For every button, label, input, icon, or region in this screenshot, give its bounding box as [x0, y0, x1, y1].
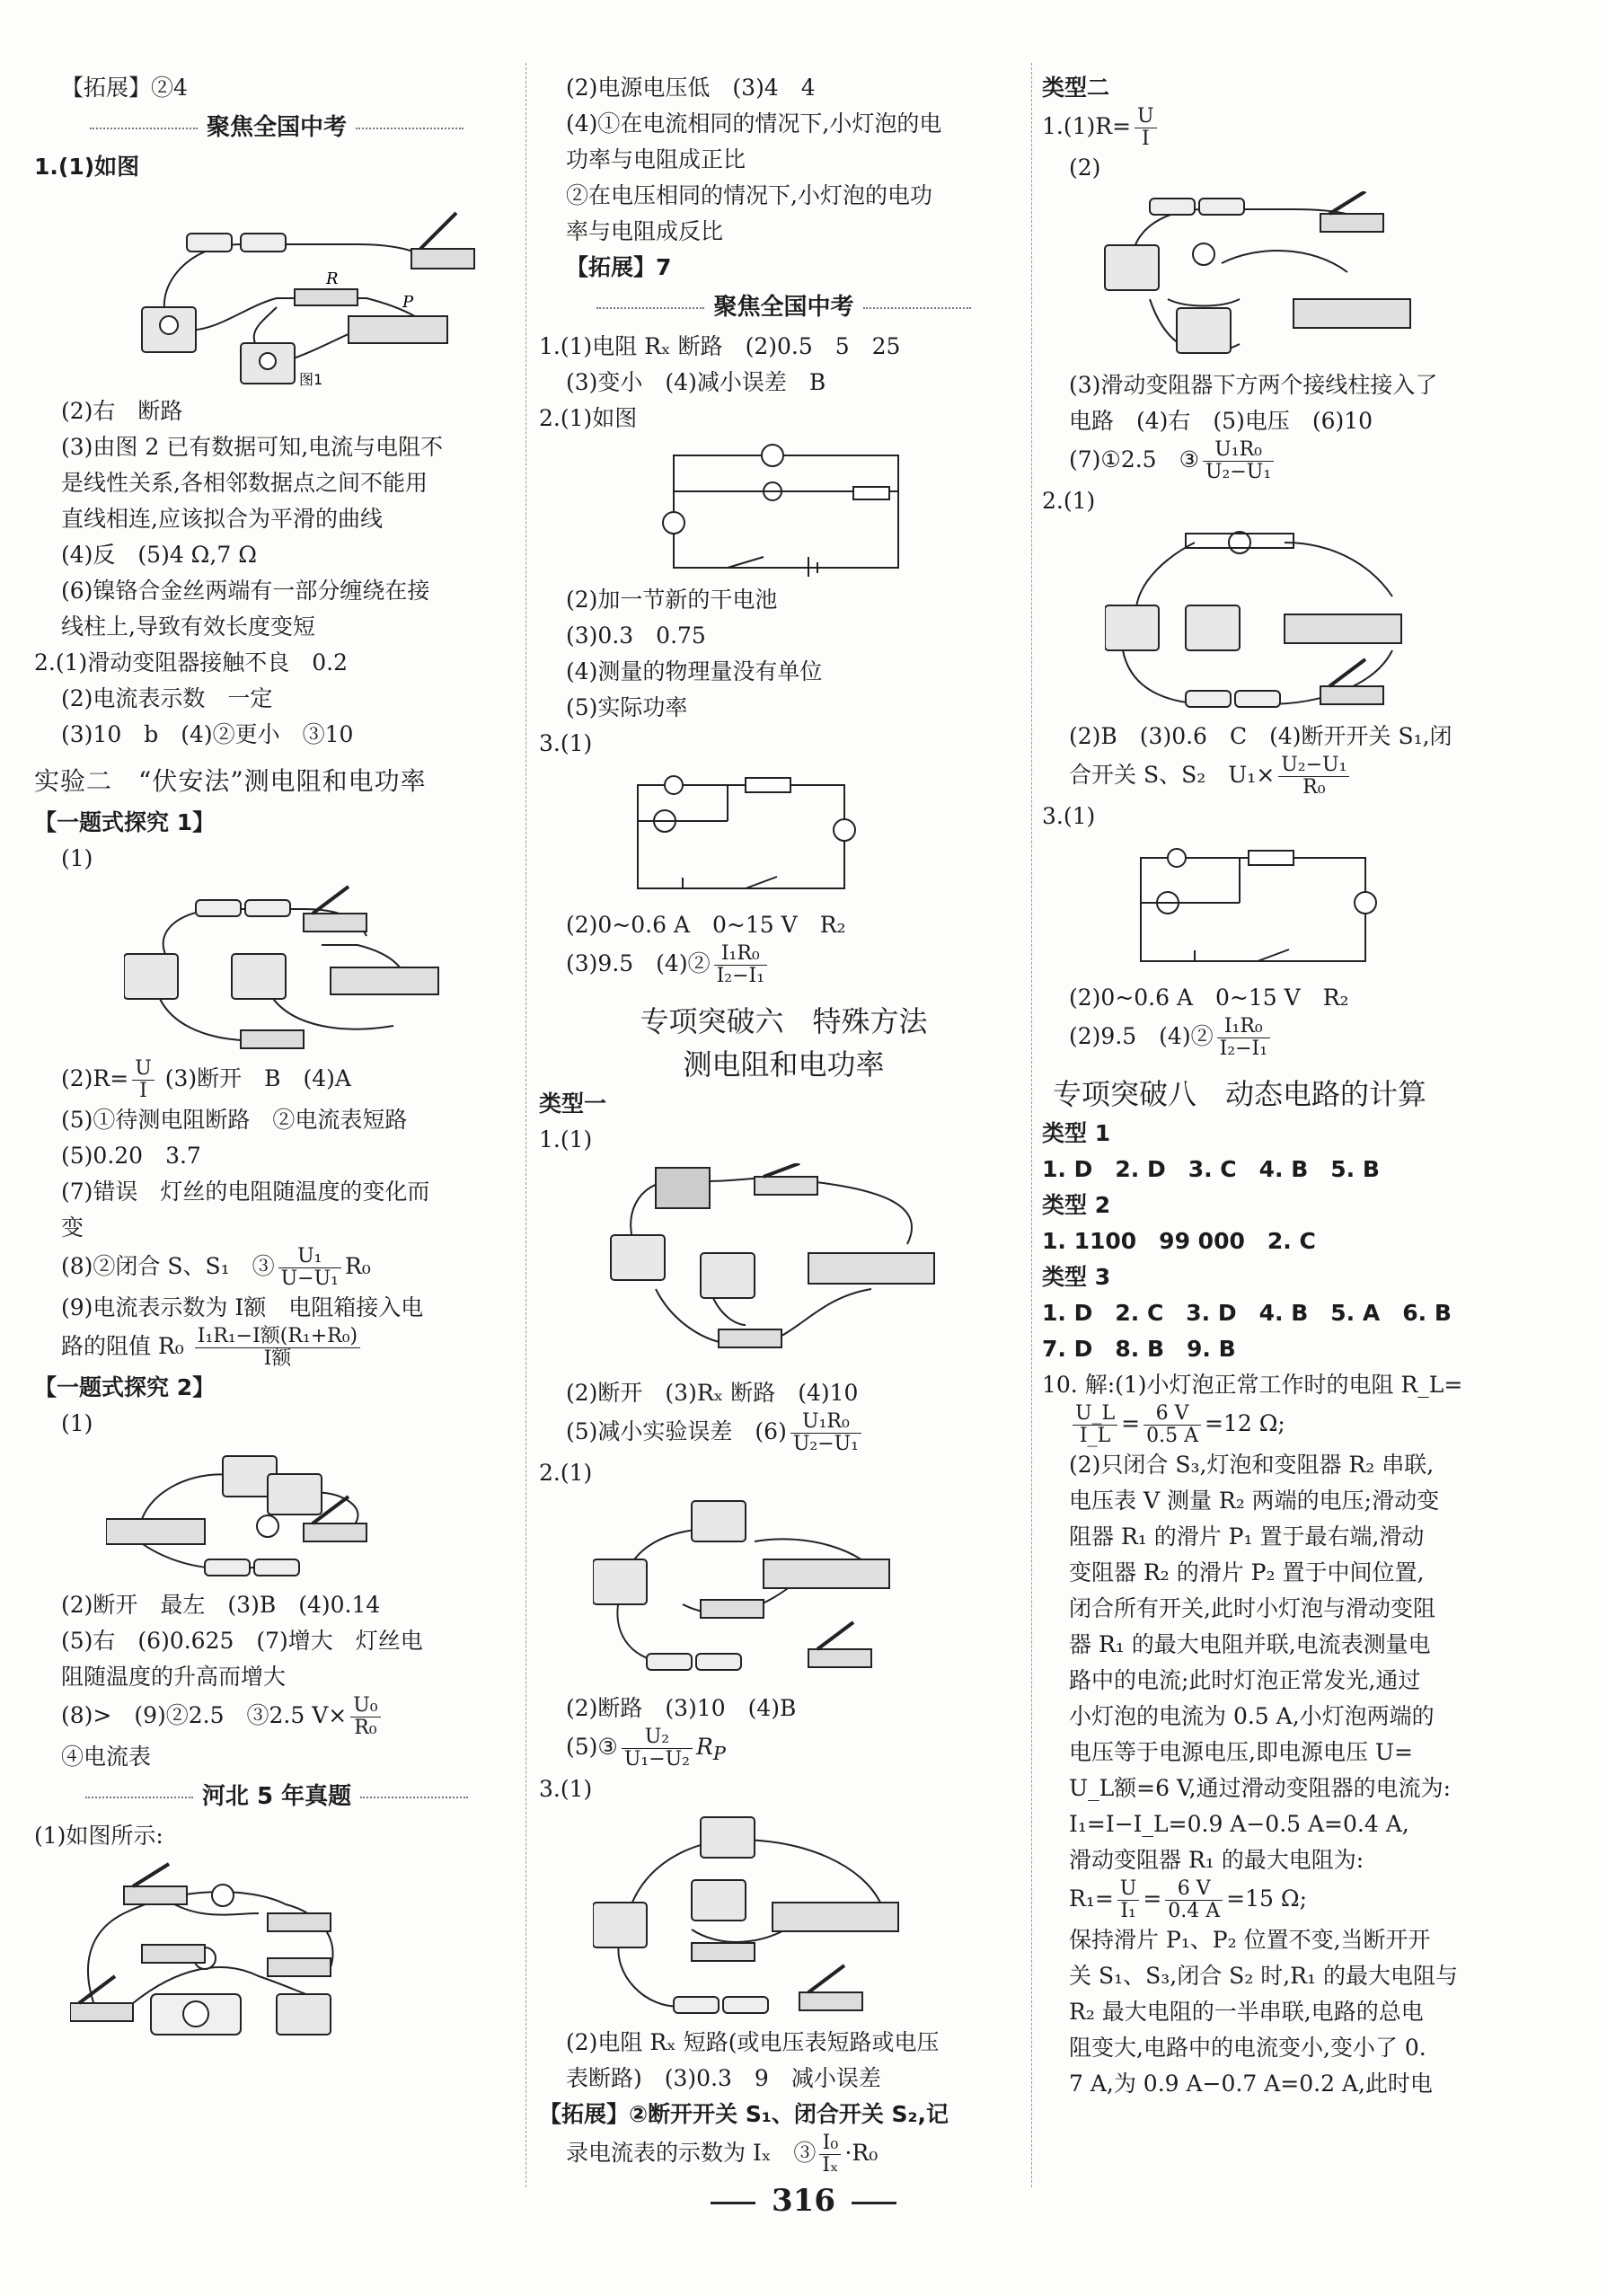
- circuit-diagram-type2-q3: [1123, 840, 1392, 975]
- fraction: $\frac{\text{U₂−U₁}}{\text{R₀}}$: [1278, 755, 1349, 799]
- text-line: 功率与电阻成正比: [566, 146, 746, 172]
- circuit-figure-t3: [593, 1813, 916, 2019]
- type-heading: 类型 2: [1042, 1192, 1111, 1218]
- answer-line: 7. D 8. B 9. B: [1042, 1336, 1236, 1362]
- question-number: 1.(1)如图: [34, 154, 140, 180]
- text-line: (2)电阻 Rₓ 短路(或电压表短路或电压: [566, 2029, 940, 2055]
- text-line: 电压等于电源电压,即电源电压 U=: [1069, 1739, 1413, 1765]
- text-line: 1.(1)电阻 Rₓ 断路 (2)0.5 5 25: [539, 333, 901, 359]
- text-line: (5)右 (6)0.625 (7)增大 灯丝电: [61, 1628, 423, 1654]
- text-line: (5)0.20 3.7: [61, 1143, 201, 1169]
- fraction: $\frac{\text{I₁R₀}}{\text{I₂−I₁}}$: [1217, 1016, 1270, 1060]
- text-line: (4)①在电流相同的情况下,小灯泡的电: [566, 110, 942, 137]
- text-line: 阻变大,电路中的电流变小,变小了 0.: [1069, 2035, 1426, 2061]
- text-line: (2): [1069, 155, 1101, 181]
- text-line: (3)变小 (4)减小误差 B: [566, 369, 826, 395]
- text-line: 阻器 R₁ 的滑片 P₁ 置于最右端,滑动: [1069, 1523, 1425, 1550]
- text-line: (2)加一节新的干电池: [566, 587, 778, 613]
- circuit-diagram-q3: [620, 767, 871, 902]
- text-span: (7)①2.5 ③: [1069, 446, 1199, 472]
- text-line: (5)③ $\frac{\text{U₂}}{\text{U₁−U₂}}$ $R_P$: [566, 1726, 726, 1771]
- text-line: (3)滑动变阻器下方两个接线柱接入了: [1069, 372, 1438, 398]
- fraction: $\frac{U\_L}{I\_L}$: [1073, 1403, 1117, 1447]
- text-line: R₂ 最大电阻的一半串联,电路的总电: [1069, 1999, 1424, 2025]
- fraction: $\frac{6 V}{0.4 A}$: [1165, 1878, 1223, 1922]
- experiment-heading: 实验二 “伏安法”测电阻和电功率: [34, 766, 427, 796]
- text-line: [1042, 1016, 1541, 1060]
- text-line: 3.(1): [539, 730, 593, 756]
- column-left: [34, 70, 519, 2044]
- text-line: 闭合所有开关,此时小灯泡与滑动变阻: [1069, 1595, 1435, 1621]
- text-line: I₁=I−I_L=0.9 A−0.5 A=0.4 A,: [1069, 1811, 1409, 1837]
- text-span: (3)断开 B (4)A: [164, 1065, 351, 1091]
- fraction: $\frac{\text{I₁R₁−I额(R₁+R₀)}}{\text{I额}}$: [195, 1326, 360, 1370]
- circuit-figure-hebei: [70, 1859, 402, 2039]
- circuit-figure-1: [133, 190, 510, 388]
- text-line: 变: [61, 1214, 84, 1241]
- subheading: 【一题式探究 2】: [34, 1374, 216, 1400]
- text-line: 直线相连,应该拟合为平滑的曲线: [61, 506, 383, 532]
- page-number: 316: [0, 2183, 1607, 2219]
- text-span: (2)9.5 (4)②: [1069, 1023, 1214, 1049]
- text-span: (5)③: [566, 1734, 618, 1760]
- fraction: $\frac{U}{I}$: [1135, 106, 1157, 150]
- text-line: 表断路) (3)0.3 9 减小误差: [566, 2065, 881, 2091]
- text-line: [539, 943, 1029, 987]
- text-line: (2)B (3)0.6 C (4)断开开关 S₁,闭: [1069, 723, 1452, 749]
- section-title: 专项突破六 特殊方法: [640, 1004, 928, 1038]
- text-line: 7 A,为 0.9 A−0.7 A=0.2 A,此时电: [1069, 2071, 1433, 2097]
- circuit-figure-exp1: [124, 882, 483, 1053]
- text-line: 3.(1): [1042, 803, 1096, 829]
- text-span: (3)9.5 (4)②: [566, 950, 711, 976]
- circuit-figure-type2-q1: [1096, 191, 1437, 362]
- text-line: R₁= $\frac{U}{\text{I₁}}$ = $\frac{6 V}{0.4 A}$ =15 Ω;: [1069, 1877, 1308, 1922]
- text-span: 合开关 S、S₂ U₁×: [1069, 762, 1276, 788]
- text-line: (7)错误 灯丝的电阻随温度的变化而: [61, 1179, 430, 1205]
- text-span: (8)> (9)②2.5 ③2.5 V×: [61, 1702, 348, 1728]
- text-line: 3.(1): [539, 1776, 593, 1802]
- text-line: (2)只闭合 S₃,灯泡和变阻器 R₂ 串联,: [1069, 1452, 1435, 1478]
- fraction: $\frac{\text{I₁R₀}}{\text{I₂−I₁}}$: [714, 943, 767, 987]
- answer-line: 1. D 2. C 3. D 4. B 5. A 6. B: [1042, 1300, 1452, 1326]
- text-line: (3)0.3 0.75: [566, 623, 706, 649]
- circuit-figure-t2: [593, 1497, 916, 1685]
- text-line: 小灯泡的电流为 0.5 A,小灯泡两端的: [1069, 1703, 1435, 1729]
- text-line: 保持滑片 P₁、P₂ 位置不变,当断开开: [1069, 1927, 1431, 1953]
- text-line: 变阻器 R₂ 的滑片 P₂ 置于中间位置,: [1069, 1559, 1425, 1585]
- text-span: (8)②闭合 S、S₁ ③: [61, 1253, 275, 1279]
- text-line: (2)断开 (3)Rₓ 断路 (4)10: [566, 1380, 859, 1406]
- fraction: $\frac{U}{I}$: [132, 1058, 155, 1102]
- text-span: R₀: [344, 1253, 371, 1279]
- text-line: [34, 1326, 519, 1370]
- text-span: 1.(1)R=: [1042, 113, 1132, 139]
- subheading: 【一题式探究 1】: [34, 809, 216, 835]
- text-line: 录电流表的示数为 Iₓ ③ $\frac{\text{I₀}}{\text{Iₓ}}$ ·R₀: [566, 2132, 879, 2177]
- text-span: (5)减小实验误差 (6): [566, 1418, 787, 1444]
- resistor-label: R: [326, 269, 339, 288]
- fraction: $\frac{\text{U₁R₀}}{\text{U₂−U₁}}$: [1203, 439, 1274, 483]
- answer-line: 1. D 2. D 3. C 4. B 5. B: [1042, 1156, 1380, 1182]
- text-line: 率与电阻成反比: [566, 218, 724, 244]
- fraction: $\frac{\text{U₁R₀}}{\text{U₂−U₁}}$: [790, 1411, 861, 1455]
- text-line: (2)断路 (3)10 (4)B: [566, 1695, 797, 1721]
- section-title: 测电阻和电功率: [683, 1047, 885, 1082]
- text-line: 器 R₁ 的最大电阻并联,电流表测量电: [1069, 1631, 1431, 1657]
- slider-label: P: [402, 293, 414, 312]
- type-heading: 类型 1: [1042, 1120, 1111, 1146]
- text-line: (2)0~0.6 A 0~15 V R₂: [1069, 985, 1349, 1011]
- text-line: [1042, 106, 1541, 150]
- column-right: [1042, 70, 1541, 2102]
- text-line: [34, 1246, 519, 1290]
- text-line: 1.(1): [539, 1126, 593, 1152]
- text-line: [539, 1411, 1029, 1455]
- text-line: (4)反 (5)4 Ω,7 Ω: [61, 542, 257, 568]
- answer-line: 1. 1100 99 000 2. C: [1042, 1228, 1316, 1254]
- circuit-figure-type2-q2: [1105, 525, 1428, 713]
- circuit-figure-exp2: [106, 1447, 465, 1582]
- text-line: (5)①待测电阻断路 ②电流表短路: [61, 1107, 408, 1133]
- text-line: U_L额=6 V,通过滑动变阻器的电流为:: [1069, 1775, 1452, 1801]
- text-span: =15 Ω;: [1226, 1885, 1308, 1912]
- fraction: $\frac{\text{I₀}}{\text{Iₓ}}$: [819, 2133, 841, 2177]
- text-line: 2.(1)滑动变阻器接触不良 0.2: [34, 649, 349, 676]
- text-span: =12 Ω;: [1204, 1410, 1285, 1436]
- text-line: 【拓展】②4: [61, 75, 188, 101]
- text-line: 电路 (4)右 (5)电压 (6)10: [1069, 408, 1373, 434]
- text-line: (4)测量的物理量没有单位: [566, 658, 823, 684]
- text-line: 【拓展】7: [566, 254, 672, 280]
- fraction: $\frac{U}{\text{I₁}}$: [1117, 1878, 1140, 1922]
- text-line: 滑动变阻器 R₁ 的最大电阻为:: [1069, 1847, 1364, 1873]
- text-line: 阻随温度的升高而增大: [61, 1664, 287, 1690]
- text-line: (2)0~0.6 A 0~15 V R₂: [566, 912, 846, 938]
- text-line: (2)右 断路: [61, 398, 183, 424]
- text-line: (1): [61, 1410, 93, 1436]
- text-line: 关 S₁、S₃,闭合 S₂ 时,R₁ 的最大电阻与: [1069, 1963, 1458, 1989]
- column-divider-left: [525, 63, 526, 2187]
- text-line: (6)镍铬合金丝两端有一部分缠绕在接: [61, 578, 430, 604]
- text-line: [34, 1695, 519, 1739]
- section-heading: 聚焦全国中考: [34, 110, 519, 146]
- text-line: (2)断开 最左 (3)B (4)0.14: [61, 1592, 381, 1618]
- text-line: 10. 解:(1)小灯泡正常工作时的电阻 R_L=: [1042, 1372, 1463, 1398]
- text-line: 2.(1)如图: [539, 405, 638, 431]
- text-span: 路的阻值 R₀: [61, 1333, 184, 1359]
- fraction: $\frac{\text{U₀}}{\text{R₀}}$: [350, 1695, 380, 1739]
- text-line: 是线性关系,各相邻数据点之间不能用: [61, 470, 428, 496]
- text-line: 电压表 V 测量 R₂ 两端的电压;滑动变: [1069, 1488, 1440, 1514]
- figure-caption: 图1: [299, 371, 323, 388]
- column-middle: [539, 70, 1029, 2177]
- type-heading: 类型一: [539, 1091, 607, 1117]
- text-line: (9)电流表示数为 I额 电阻箱接入电: [61, 1294, 424, 1320]
- section-heading: 河北 5 年真题: [34, 1779, 519, 1815]
- type-heading: 类型二: [1042, 75, 1110, 101]
- type-heading: 类型 3: [1042, 1264, 1111, 1290]
- text-line: 线柱上,导致有效长度变短: [61, 614, 315, 640]
- text-line: (2)电源电压低 (3)4 4: [566, 75, 816, 101]
- fraction: $\frac{\text{U₂}}{\text{U₁−U₂}}$: [622, 1726, 693, 1771]
- text-line: [34, 1058, 519, 1102]
- column-divider-right: [1031, 63, 1032, 2187]
- text-line: (1): [61, 845, 93, 871]
- formula-prefix: (2)R=: [61, 1065, 129, 1091]
- fraction: $\frac{\text{U₁}}{\text{U−U₁}}$: [278, 1246, 341, 1290]
- fraction: $\frac{6 V}{0.5 A}$: [1143, 1403, 1201, 1447]
- text-line: (3)10 b (4)②更小 ③10: [61, 721, 354, 747]
- text-line: ②在电压相同的情况下,小灯泡的电功: [566, 182, 932, 208]
- text-line: (3)由图 2 已有数据可知,电流与电阻不: [61, 434, 444, 460]
- text-line: 2.(1): [539, 1460, 593, 1486]
- circuit-diagram-q2: [647, 442, 916, 577]
- text-line: [34, 149, 519, 185]
- text-line: (2)电流表示数 一定: [61, 685, 273, 711]
- text-span: 录电流表的示数为 Iₓ ③: [566, 2140, 817, 2166]
- text-line: ④电流表: [61, 1744, 152, 1770]
- text-line: $\frac{U\_L}{I\_L}$ = $\frac{6 V}{0.5 A}$ =12 Ω;: [1042, 1403, 1541, 1447]
- text-line: 【拓展】②断开开关 S₁、闭合开关 S₂,记: [539, 2101, 949, 2127]
- text-line: (5)实际功率: [566, 694, 688, 720]
- text-line: [1042, 755, 1541, 799]
- text-line: [1042, 439, 1541, 483]
- text-line: (1)如图所示:: [34, 1823, 163, 1849]
- section-title: 专项突破八 动态电路的计算: [1053, 1077, 1427, 1111]
- text-line: 2.(1): [1042, 488, 1096, 514]
- text-line: 路中的电流;此时灯泡正常发光,通过: [1069, 1667, 1421, 1693]
- circuit-figure-t1: [602, 1163, 943, 1370]
- section-heading: 聚焦全国中考: [539, 289, 1029, 325]
